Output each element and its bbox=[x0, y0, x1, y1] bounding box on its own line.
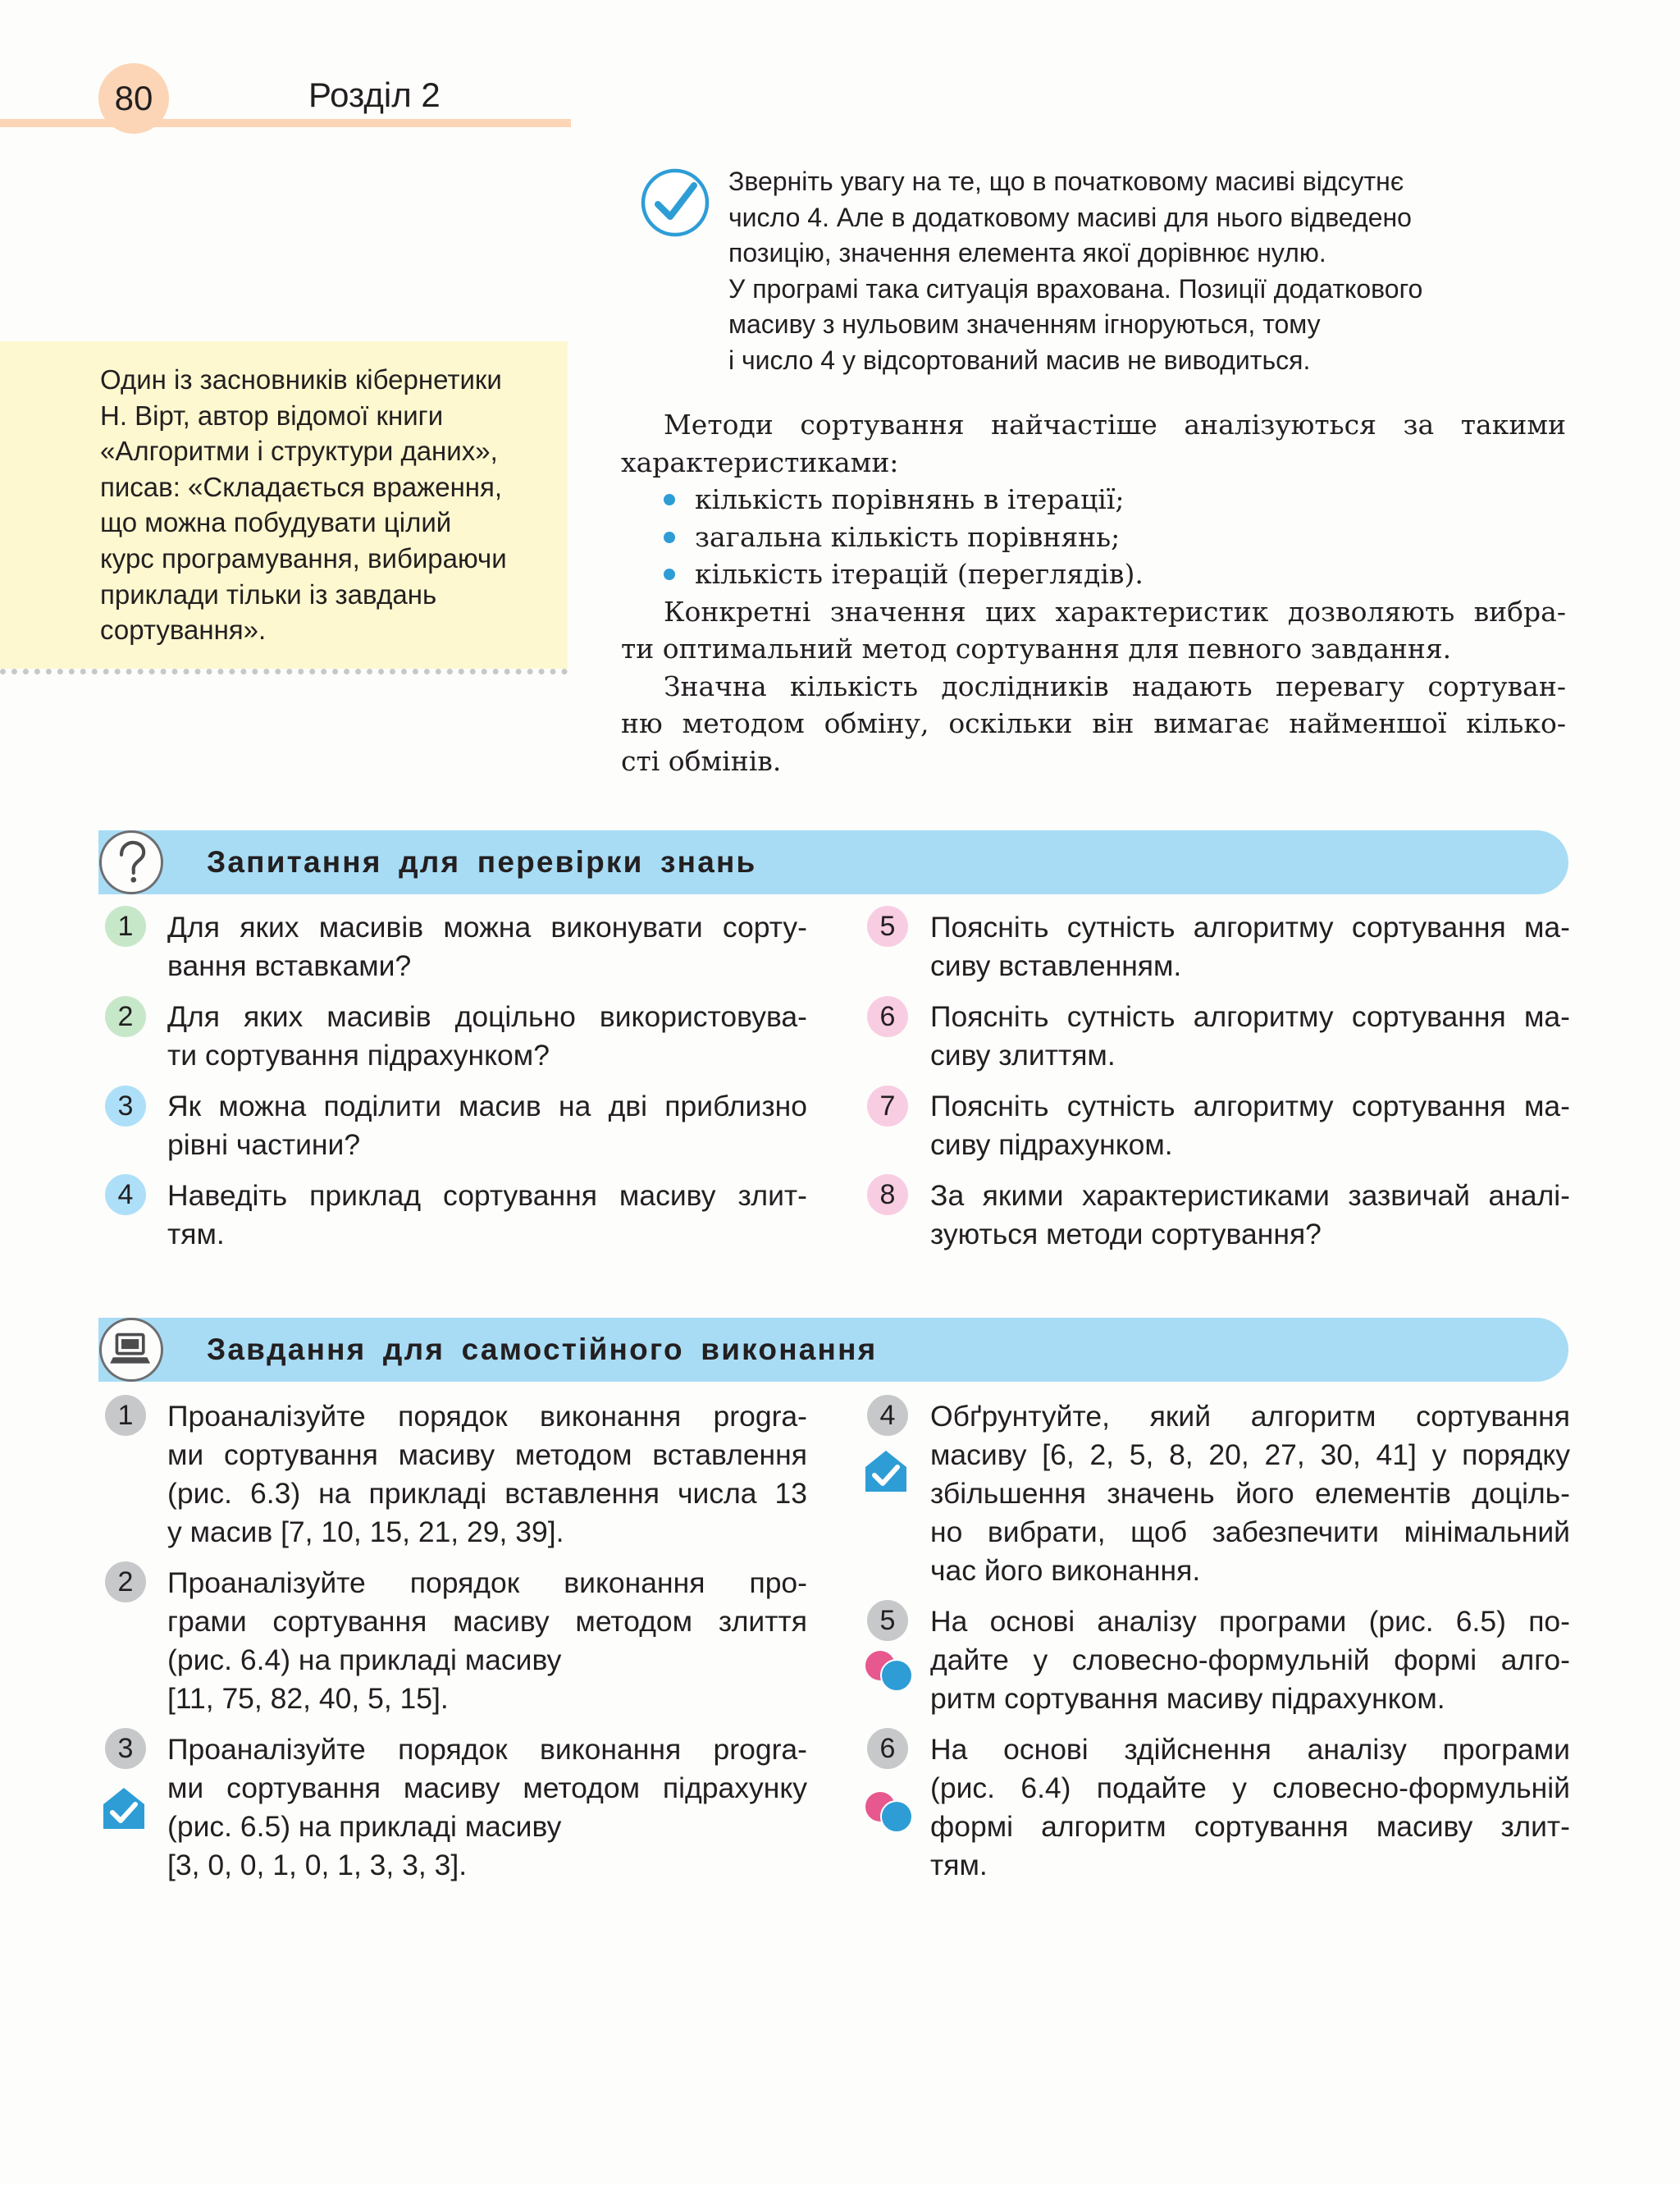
question-item: Наведіть приклад сортування масиву злит- тям. bbox=[167, 1179, 807, 1250]
question-item: За якими характеристиками зазвичай аналі- зуються методи сортування? bbox=[930, 1179, 1570, 1250]
task-number: 2 bbox=[105, 1561, 146, 1602]
task-number: 4 bbox=[867, 1395, 908, 1436]
task-number: 3 bbox=[105, 1728, 146, 1769]
question-number: 4 bbox=[105, 1174, 146, 1215]
questions-title: Запитання для перевірки знань bbox=[207, 845, 757, 879]
task-item: Проаналізуйте порядок виконання progra- ми сортування масиву методом вставлення (рис. 6.3) на прикладі вставлення числа 13 у масив [7, 10, 15, 21, 29, 39]. bbox=[167, 1400, 807, 1548]
task-number: 1 bbox=[105, 1395, 146, 1436]
home-check-icon bbox=[864, 1449, 908, 1493]
pair-work-icon bbox=[864, 1790, 913, 1833]
tasks-title: Завдання для самостійного виконання bbox=[207, 1332, 878, 1366]
section-title: Розділ 2 bbox=[308, 75, 441, 114]
task-number: 5 bbox=[867, 1600, 908, 1641]
question-number: 1 bbox=[105, 906, 146, 947]
question-item: Як можна поділити масив на дві приблизно рівні частини? bbox=[167, 1090, 807, 1161]
question-number: 2 bbox=[105, 996, 146, 1037]
body-text: Методи сортування найчастіше аналізуються за такими характеристиками: кількість порівнянь в ітерації; загальна кількість порівнянь; кількість ітерацій (переглядів). Конкретні значення цих характеристик дозволяють вибра- ти оптимальний метод сортування для певного завдання. Значна кількість дослідників надають перевагу сортуван- ню методом обміну, оскільки він вимагає найменшої кілько- сті обмінів. bbox=[621, 409, 1566, 777]
home-check-icon bbox=[102, 1786, 146, 1831]
computer-icon bbox=[99, 1318, 163, 1382]
question-number: 5 bbox=[867, 906, 908, 947]
question-number: 6 bbox=[867, 996, 908, 1037]
task-item: Проаналізуйте порядок виконання progra- ми сортування масиву методом підрахунку (рис. 6.5) на прикладі масиву [3, 0, 0, 1, 0, 1, 3, 3, 3]. bbox=[167, 1733, 807, 1881]
dotted-divider bbox=[0, 669, 568, 674]
question-item: Для яких масивів можна виконувати сорту- вання вставками? bbox=[167, 911, 807, 982]
question-number: 3 bbox=[105, 1086, 146, 1127]
task-item: На основі аналізу програми (рис. 6.5) по- дайте у словесно-формульній формі алго- ритм сортування масиву підрахунком. bbox=[930, 1605, 1570, 1715]
task-item: На основі здійснення аналізу програми (рис. 6.4) подайте у словесно-формульній формі алгоритм сортування масиву злит- тям. bbox=[930, 1733, 1570, 1881]
check-circle-icon bbox=[640, 167, 710, 238]
list-item: кількість ітерацій (переглядів). bbox=[621, 555, 1566, 593]
question-mark-icon bbox=[99, 830, 163, 894]
question-item: Поясніть сутність алгоритму сортування ма- сиву вставленням. bbox=[930, 911, 1570, 982]
task-item: Проаналізуйте порядок виконання про- грами сортування масиву методом злиття (рис. 6.4) на прикладі масиву [11, 75, 82, 40, 5, 15]. bbox=[167, 1566, 807, 1715]
header-rule bbox=[0, 119, 571, 127]
question-item: Для яких масивів доцільно використовува- ти сортування підрахунком? bbox=[167, 1000, 807, 1072]
bullet-icon bbox=[664, 532, 675, 543]
list-item: кількість порівнянь в ітерації; bbox=[621, 481, 1566, 519]
list-item: загальна кількість порівнянь; bbox=[621, 519, 1566, 556]
bullet-icon bbox=[664, 569, 675, 580]
question-item: Поясніть сутність алгоритму сортування ма- сиву злиттям. bbox=[930, 1000, 1570, 1072]
note-text: Зверніть увагу на те, що в початковому масиві відсутнє число 4. Але в додатковому масиві для нього відведено позицію, значення елемента якої дорівнює нулю. У програмі така ситуація врахована. Позиції додаткового масиву з нульовим значенням ігноруються, тому і число 4 у відсортований масив не виводиться. bbox=[728, 167, 1423, 375]
page-number: 80 bbox=[98, 63, 169, 134]
question-item: Поясніть сутність алгоритму сортування ма- сиву підрахунком. bbox=[930, 1090, 1570, 1161]
sidebar-quote: Один із засновників кібернетики Н. Вірт, автор відомої книги «Алгоритми і структури даних», писав: «Складається враження, що можна побудувати цілий курс програмування, вибираючи приклади тільки із завдань сортування». bbox=[100, 364, 507, 646]
task-number: 6 bbox=[867, 1728, 908, 1769]
task-item: Обґрунтуйте, який алгоритм сортування масиву [6, 2, 5, 8, 20, 27, 30, 41] у порядку збільшення значень його елементів доціль- но вибрати, щоб забезпечити мінімальний час його виконання. bbox=[930, 1400, 1570, 1587]
question-number: 8 bbox=[867, 1174, 908, 1215]
bullet-icon bbox=[664, 494, 675, 505]
question-number: 7 bbox=[867, 1086, 908, 1127]
pair-work-icon bbox=[864, 1649, 913, 1692]
